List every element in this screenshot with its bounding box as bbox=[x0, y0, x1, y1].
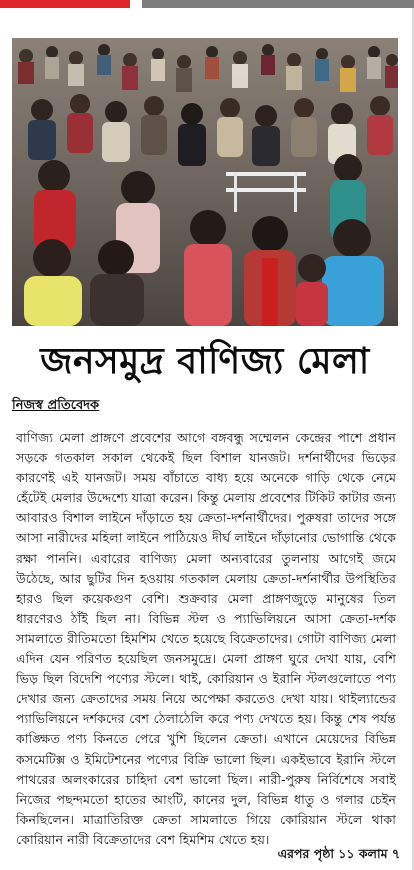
top-bar-red bbox=[0, 0, 130, 8]
article-body-text: বাণিজ্য মেলা প্রাঙ্গণে প্রবেশের আগে বঙ্গবন্ধু সম্মেলন কেন্দ্রের পাশে প্রধান সড়কে গতকাল সকাল থেকেই ছিল বিশাল যানজট। দর্শনার্থীদের ভিড়ের কারণেই এই যানজট। সময় বাঁচাতে বাধ্য হয়ে অনেকে গাড়ি থেকে নেমে হেঁটেই মেলার উদ্দেশ্যে যাত্রা করেন। কিন্তু মেলায় প্রবেশের টিকিট কাটার জন্য আবারও বিশাল লাইনে দাঁড়াতে হয় ক্রেতা-দর্শনার্থীদের। পুরুষরা তাদের সঙ্গে আসা নারীদের মহিলা লাইনে পাঠিয়েও দীর্ঘ লাইনে দাঁড়ানোর ভোগান্তি থেকে রক্ষা পাননি। এবারের বাণিজ্য মেলা অন্যবারের তুলনায় আগেই জমে উঠেছে, আর ছুটির দিন হওয়ায় গতকাল মেলায় ক্রেতা-দর্শনার্থীর উপস্থিতির হারও ছিল কয়েকগুণ বেশি। শুক্রবার মেলা প্রাঙ্গণজুড়ে মানুষের তিল ধারণেরও ঠাঁই ছিল না। বিভিন্ন স্টল ও প্যাভিলিয়নে আসা ক্রেতা-দর্শক সামলাতে রীতিমতো হিমশিম খেতে হয়েছে বিক্রেতাদের। গোটা বাণিজ্য মেলা এদিন যেন পরিণত হয়েছিল জনসমুদ্রে। মেলা প্রাঙ্গণ ঘুরে দেখা যায়, বেশি ভিড় ছিল বিদেশি পণ্যের স্টলে। থাই, কোরিয়ান ও ইরানি স্টলগুলোতে পণ্য দেখার জন্য ক্রেতাদের সময় নিয়ে অপেক্ষা করতেও দেখা যায়। থাইল্যান্ডের প্যাভিলিয়নে দর্শকদের বেশ ঠেলাঠেলি করে পণ্য দেখতে হয়। কিন্তু শেষ পর্যন্ত কাঙ্ক্ষিত পণ্য কিনতে পেরে খুশি ছিলেন ক্রেতা। এখানে মেয়েদের বিভিন্ন কসমেটিক্স ও ইমিটেশনের পণ্যের বিক্রি ভালো ছিল। একইভাবে ইরানি স্টলে পাথরের অলংকারের চাহিদা বেশ ভালো ছিল। নারী-পুরুষ নির্বিশেষে সবাই নিজের পছন্দমতো হাতের আংটি, কানের দুল, বিভিন্ন ধাতু ও গলার চেইন কিনছিলেন। মাত্রাতিরিক্ত ক্রেতা সামলাতে গিয়ে কোরিয়ান স্টলে থাকা কোরিয়ান নারী বিক্রেতাদের বেশ হিমশিম খেতে হয়। bbox=[16, 430, 396, 847]
article-byline: নিজস্ব প্রতিবেদক bbox=[12, 398, 100, 413]
article-body bbox=[16, 428, 396, 850]
continuation-note: এরপর পৃষ্ঠা ১১ কলাম ৭ bbox=[270, 846, 400, 866]
crowd-photo bbox=[12, 38, 398, 326]
top-color-bar bbox=[0, 0, 414, 8]
top-bar-grey bbox=[142, 0, 414, 8]
article-headline: জনসমুদ্র বাণিজ্য মেলা bbox=[40, 340, 370, 382]
